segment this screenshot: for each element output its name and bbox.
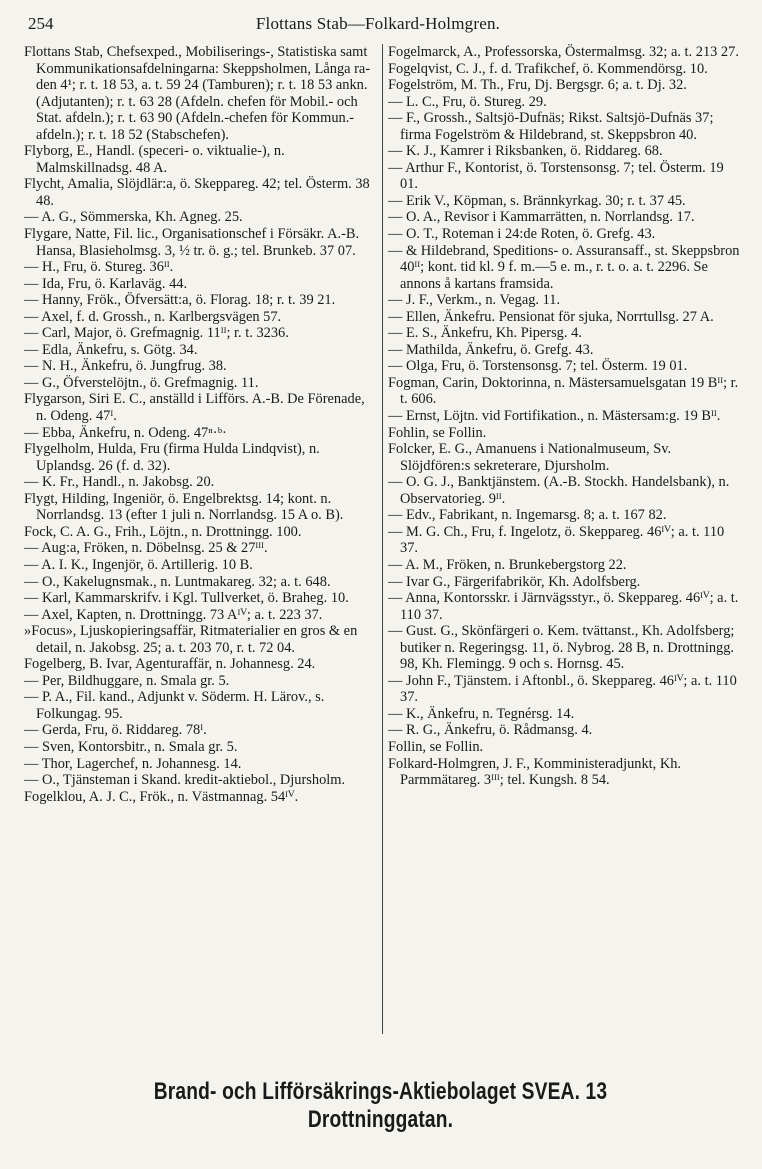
directory-entry: — O., Tjänsteman i Skand. kredit-aktiebol., Djursholm. — [24, 772, 346, 789]
directory-entry: — Olga, Fru, ö. Torstensonsg. 7; tel. Österm. 19 01. — [388, 358, 688, 375]
directory-entry: — Anna, Kontorsskr. i Järnvägsstyr., ö. Skeppareg. 46ᴵⱽ; a. t. 110 37. — [388, 590, 739, 623]
directory-entry: — Ida, Fru, ö. Karlaväg. 44. — [24, 275, 188, 292]
directory-entry: — & Hildebrand, Speditions- o. Assuransaff., st. Skeppsbron 40ᴵᴵ; kont. tid kl. 9 f. m.—5 e. m., r. t. o. a. t. 2296. Se annons å kartans framsida. — [388, 242, 740, 292]
directory-entry: Flygare, Natte, Fil. lic., Organisationschef i Försäkr. A.-B. Hansa, Blasieholmsg. 3, ½ tr. ö. g.; tel. Brunkeb. 37 07. — [24, 226, 360, 259]
right-column — [388, 44, 740, 1044]
directory-entry: — Arthur F., Kontorist, ö. Torstensonsg. 7; tel. Österm. 19 01. — [388, 159, 724, 193]
directory-entry: Fogman, Carin, Doktorinna, n. Mästersamuelsgatan 19 Bᴵᴵ; r. t. 606. — [388, 374, 739, 408]
directory-entry: Flyborg, E., Handl. (speceri- o. viktualie-), n. Malmskillnadsg. 48 A. — [24, 143, 285, 176]
directory-entry: — Hanny, Frök., Öfversätt:a, ö. Florag. 18; r. t. 39 21. — [24, 292, 336, 309]
directory-entry: — Aug:a, Fröken, n. Döbelnsg. 25 & 27ᴵᴵᴵ. — [24, 540, 268, 557]
directory-entry: Flygarson, Siri E. C., anställd i Lifförs. A.-B. De Förenade, n. Odeng. 47ᴵ. — [24, 391, 365, 425]
directory-entry: — E. S., Änkefru, Kh. Pipersg. 4. — [388, 325, 582, 342]
directory-entry: — Sven, Kontorsbitr., n. Smala gr. 5. — [24, 738, 238, 755]
directory-entry: — Gerda, Fru, ö. Riddareg. 78ᴵ. — [24, 722, 207, 739]
directory-entry: — Ebba, Änkefru, n. Odeng. 47ⁿ·ᵇ· — [24, 424, 227, 441]
directory-entry: — O. T., Roteman i 24:de Roten, ö. Grefg. 43. — [388, 226, 656, 243]
directory-entry: Flygelholm, Hulda, Fru (firma Hulda Lindqvist), n. Uplandsg. 26 (f. d. 32). — [24, 441, 320, 474]
directory-entry: — K. Fr., Handl., n. Jakobsg. 20. — [24, 474, 215, 491]
directory-entry: Fock, C. A. G., Frih., Löjtn., n. Drottningg. 100. — [24, 523, 302, 540]
directory-entry: — K., Änkefru, n. Tegnérsg. 14. — [388, 705, 575, 722]
directory-entry: — P. A., Fil. kand., Adjunkt v. Söderm. H. Lärov., s. Folkungag. 95. — [24, 689, 325, 722]
directory-entry: — Ellen, Änkefru. Pensionat för sjuka, Norrtullsg. 27 A. — [388, 308, 714, 325]
directory-entry: — O., Kakelugnsmak., n. Luntmakareg. 32; a. t. 648. — [24, 573, 331, 590]
directory-entry: — A. M., Fröken, n. Brunkebergstorg 22. — [388, 556, 627, 573]
directory-entry: — Erik V., Köpman, s. Brännkyrkag. 30; r. t. 37 45. — [388, 192, 686, 209]
directory-entry: — R. G., Änkefru, ö. Rådmansg. 4. — [388, 722, 593, 739]
directory-entry: Flottans Stab, Chefsexped., Mobiliserings-, Statistiska samt Kommunikationsafdelningarna: Skeppsholmen, Långa raden 4¹; r. t. 18 53, a. t. 59 24 (Tamburen); r. t. 18 53 ankn. (Adjutanten); r. t. 63 28 (Afdeln. chefen för Mobil.- och Stat. afdeln.); r. t. 63 90 (Afdeln.-chefen för Kommun.-afdeln.); r. t. 18 52 (Stabschefen). — [24, 44, 371, 143]
directory-entry: — J. F., Verkm., n. Vegag. 11. — [388, 292, 561, 309]
directory-entry: — Edla, Änkefru, s. Götg. 34. — [24, 341, 198, 358]
directory-entry: — N. H., Änkefru, ö. Jungfrug. 38. — [24, 358, 227, 375]
directory-entry: Flygt, Hilding, Ingeniör, ö. Engelbrektsg. 14; kont. n. Norrlandsg. 13 (efter 1 juli n. Norrlandsg. 15 A o. B). — [24, 490, 344, 524]
directory-entry: Fohlin, se Follin. — [388, 424, 487, 441]
page-number: 254 — [28, 14, 54, 33]
directory-entry: — K. J., Kamrer i Riksbanken, ö. Riddareg. 68. — [388, 143, 663, 160]
directory-entry: — Edv., Fabrikant, n. Ingemarsg. 8; a. t. 167 82. — [388, 507, 667, 524]
directory-entry: — John F., Tjänstem. i Aftonbl., ö. Skeppareg. 46ᴵⱽ; a. t. 110 37. — [388, 672, 737, 706]
left-column — [24, 44, 376, 1044]
directory-entry: — Ivar G., Färgerifabrikör, Kh. Adolfsberg. — [388, 573, 641, 590]
directory-entry: — Mathilda, Änkefru, ö. Grefg. 43. — [388, 341, 594, 358]
directory-entry: — F., Grossh., Saltsjö-Dufnäs; Rikst. Saltsjö-Dufnäs 37; firma Fogelström & Hildebrand, st. Skeppsbron 40. — [388, 110, 714, 143]
directory-entry: — A. G., Sömmerska, Kh. Agneg. 25. — [24, 209, 243, 226]
running-title: Flottans Stab—Folkard-Holmgren. — [255, 14, 501, 33]
directory-entry: — Ernst, Löjtn. vid Fortifikation., n. Mästersam:g. 19 Bᴵᴵ. — [388, 408, 721, 425]
directory-entry: — O. A., Revisor i Kammarrätten, n. Norrlandsg. 17. — [388, 209, 695, 226]
directory-entry: Fogelmarck, A., Professorska, Östermalmsg. 32; a. t. 213 27. — [388, 44, 739, 60]
directory-entry: Fogelström, M. Th., Fru, Dj. Bergsgr. 6; a. t. Dj. 32. — [388, 77, 687, 94]
directory-entry: — Gust. G., Skönfärgeri o. Kem. tvättanst., Kh. Adolfsberg; butiker n. Regeringsg. 11, ö. Nybrog. 28 B, n. Drottningg. 98, Kh. Flemingg. 9 och s. Hornsg. 45. — [388, 623, 735, 673]
directory-entry: »Focus», Ljuskopieringsaffär, Ritmaterialier en gros & en detail, n. Jakobsg. 25; a. t. 203 70, r. t. 72 04. — [24, 623, 358, 656]
directory-entry: — M. G. Ch., Fru, f. Ingelotz, ö. Skeppareg. 46ᴵⱽ; a. t. 110 37. — [388, 523, 725, 557]
directory-entry: Follin, se Follin. — [388, 738, 484, 755]
directory-entry: — O. G. J., Banktjänstem. (A.-B. Stockh. Handelsbank), n. Observatorieg. 9ᴵᴵ. — [388, 474, 730, 507]
directory-entry: — Per, Bildhuggare, n. Smala gr. 5. — [24, 672, 230, 689]
directory-entry: Folcker, E. G., Amanuens i Nationalmuseum, Sv. Slöjdfören:s sekreterare, Djursholm. — [388, 441, 672, 474]
directory-entry: Fogelberg, B. Ivar, Agenturaffär, n. Johannesg. 24. — [24, 656, 316, 673]
directory-entry: Fogelqvist, C. J., f. d. Trafikchef, ö. Kommendörsg. 10. — [388, 60, 708, 77]
footer-advertisement: Brand- och Lifförsäkrings-Aktiebolaget SVEA. 13 Drottninggatan. — [153, 1078, 608, 1133]
directory-entry: Flycht, Amalia, Slöjdlär:a, ö. Skeppareg. 42; tel. Österm. 38 48. — [24, 176, 370, 209]
directory-entry: — Karl, Kammarskrifv. i Kgl. Tullverket, ö. Braheg. 10. — [24, 590, 349, 607]
column-divider — [382, 44, 383, 1034]
directory-entry: — Axel, Kapten, n. Drottningg. 73 Aᴵⱽ; a. t. 223 37. — [24, 606, 323, 623]
page-header — [28, 14, 728, 40]
directory-entry: — L. C., Fru, ö. Stureg. 29. — [388, 93, 547, 110]
directory-entry: — Thor, Lagerchef, n. Johannesg. 14. — [24, 755, 242, 772]
directory-entry: — H., Fru, ö. Stureg. 36ᴵᴵ. — [24, 259, 174, 276]
directory-entry: — G., Öfverstelöjtn., ö. Grefmagnig. 11. — [24, 374, 259, 391]
directory-entry: Folkard-Holmgren, J. F., Komministeradjunkt, Kh. Parmmätareg. 3ᴵᴵᴵ; tel. Kungsh. 8 54. — [388, 755, 682, 789]
directory-entry: — A. I. K., Ingenjör, ö. Artillerig. 10 B. — [24, 556, 253, 573]
directory-entry: — Axel, f. d. Grossh., n. Karlbergsvägen 57. — [24, 308, 282, 325]
directory-entry: — Carl, Major, ö. Grefmagnig. 11ᴵᴵ; r. t. 3236. — [24, 325, 289, 342]
directory-entry: Fogelklou, A. J. C., Frök., n. Västmannag. 54ᴵⱽ. — [24, 788, 299, 805]
